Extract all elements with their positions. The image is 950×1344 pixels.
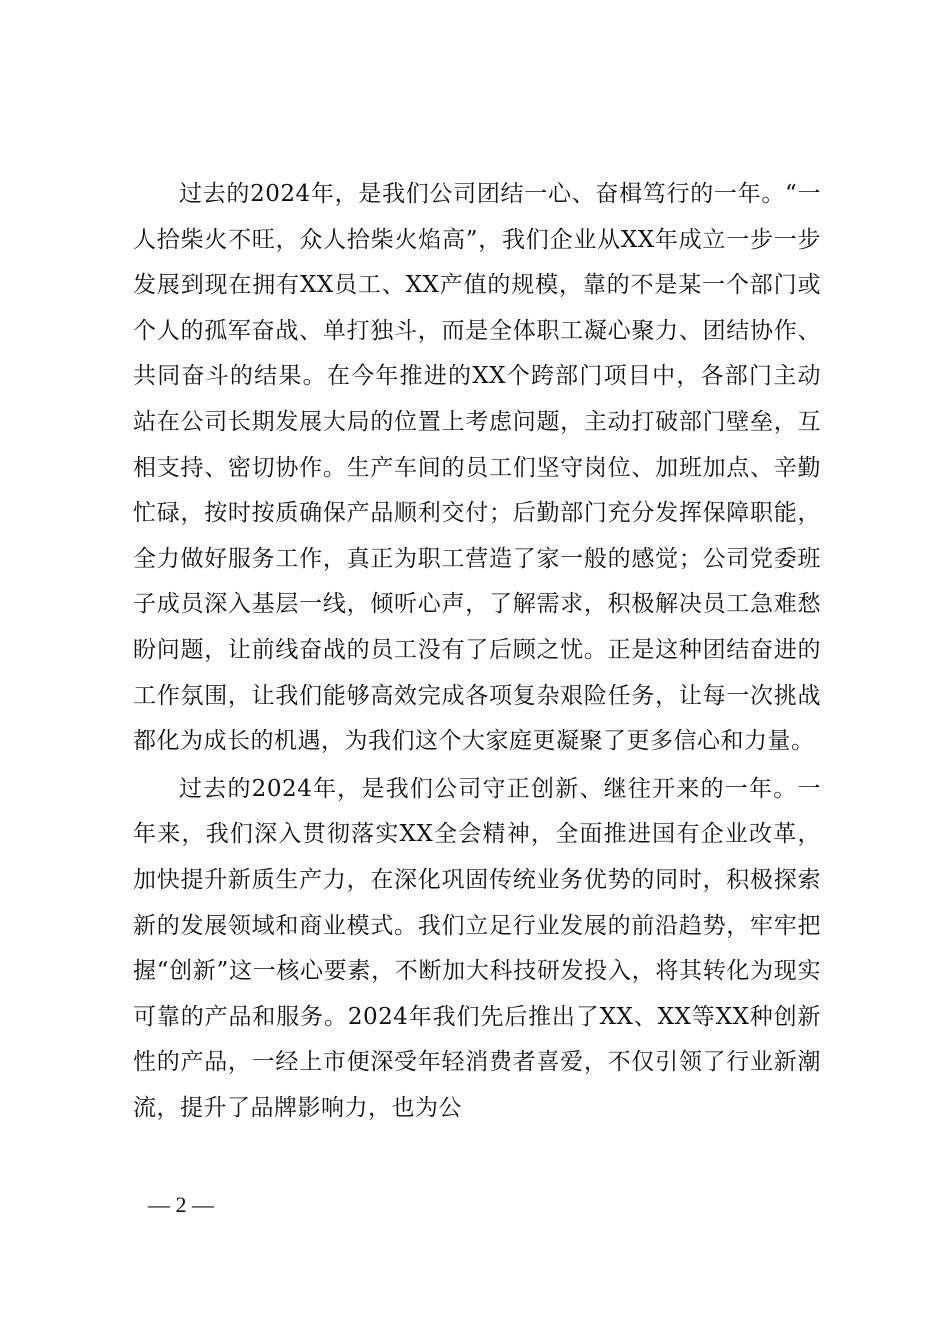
document-body xyxy=(133,172,821,1133)
paragraph-innovation: 过去的2024年，是我们公司守正创新、继往开来的一年。一年来，我们深入贯彻落实XX全会精神，全面推进国有企业改革，加快提升新质生产力，在深化巩固传统业务优势的同时，积极探索新的发展领域和商业模式。我们立足行业发展的前沿趋势，牢牢把握“创新”这一核心要素，不断加大科技研发投入，将其转化为现实可靠的产品和服务。2024年我们先后推出了XX、XX等XX种创新性的产品，一经上市便深受年轻消费者喜爱，不仅引领了行业新潮流，提升了品牌影响力，也为公 xyxy=(133,775,821,1121)
page-number: — 2 — xyxy=(148,1192,214,1217)
paragraph-unity: 过去的2024年，是我们公司团结一心、奋楫笃行的一年。“一人拾柴火不旺，众人拾柴火焰高”，我们企业从XX年成立一步一步发展到现在拥有XX员工、XX产值的规模，靠的不是某一个部门或个人的孤军奋战、单打独斗，而是全体职工凝心聚力、团结协作、共同奋斗的结果。在今年推进的XX个跨部门项目中，各部门主动站在公司长期发展大局的位置上考虑问题，主动打破部门壁垒，互相支持、密切协作。生产车间的员工们坚守岗位、加班加点、辛勤忙碌，按时按质确保产品顺利交付；后勤部门充分发挥保障职能，全力做好服务工作，真正为职工营造了家一般的感觉；公司党委班子成员深入基层一线，倾听心声，了解需求，积极解决员工急难愁盼问题，让前线奋战的员工没有了后顾之忧。正是这种团结奋进的工作氛围，让我们能够高效完成各项复杂艰险任务，让每一次挑战都化为成长的机遇，为我们这个大家庭更凝聚了更多信心和力量。 xyxy=(133,181,821,755)
